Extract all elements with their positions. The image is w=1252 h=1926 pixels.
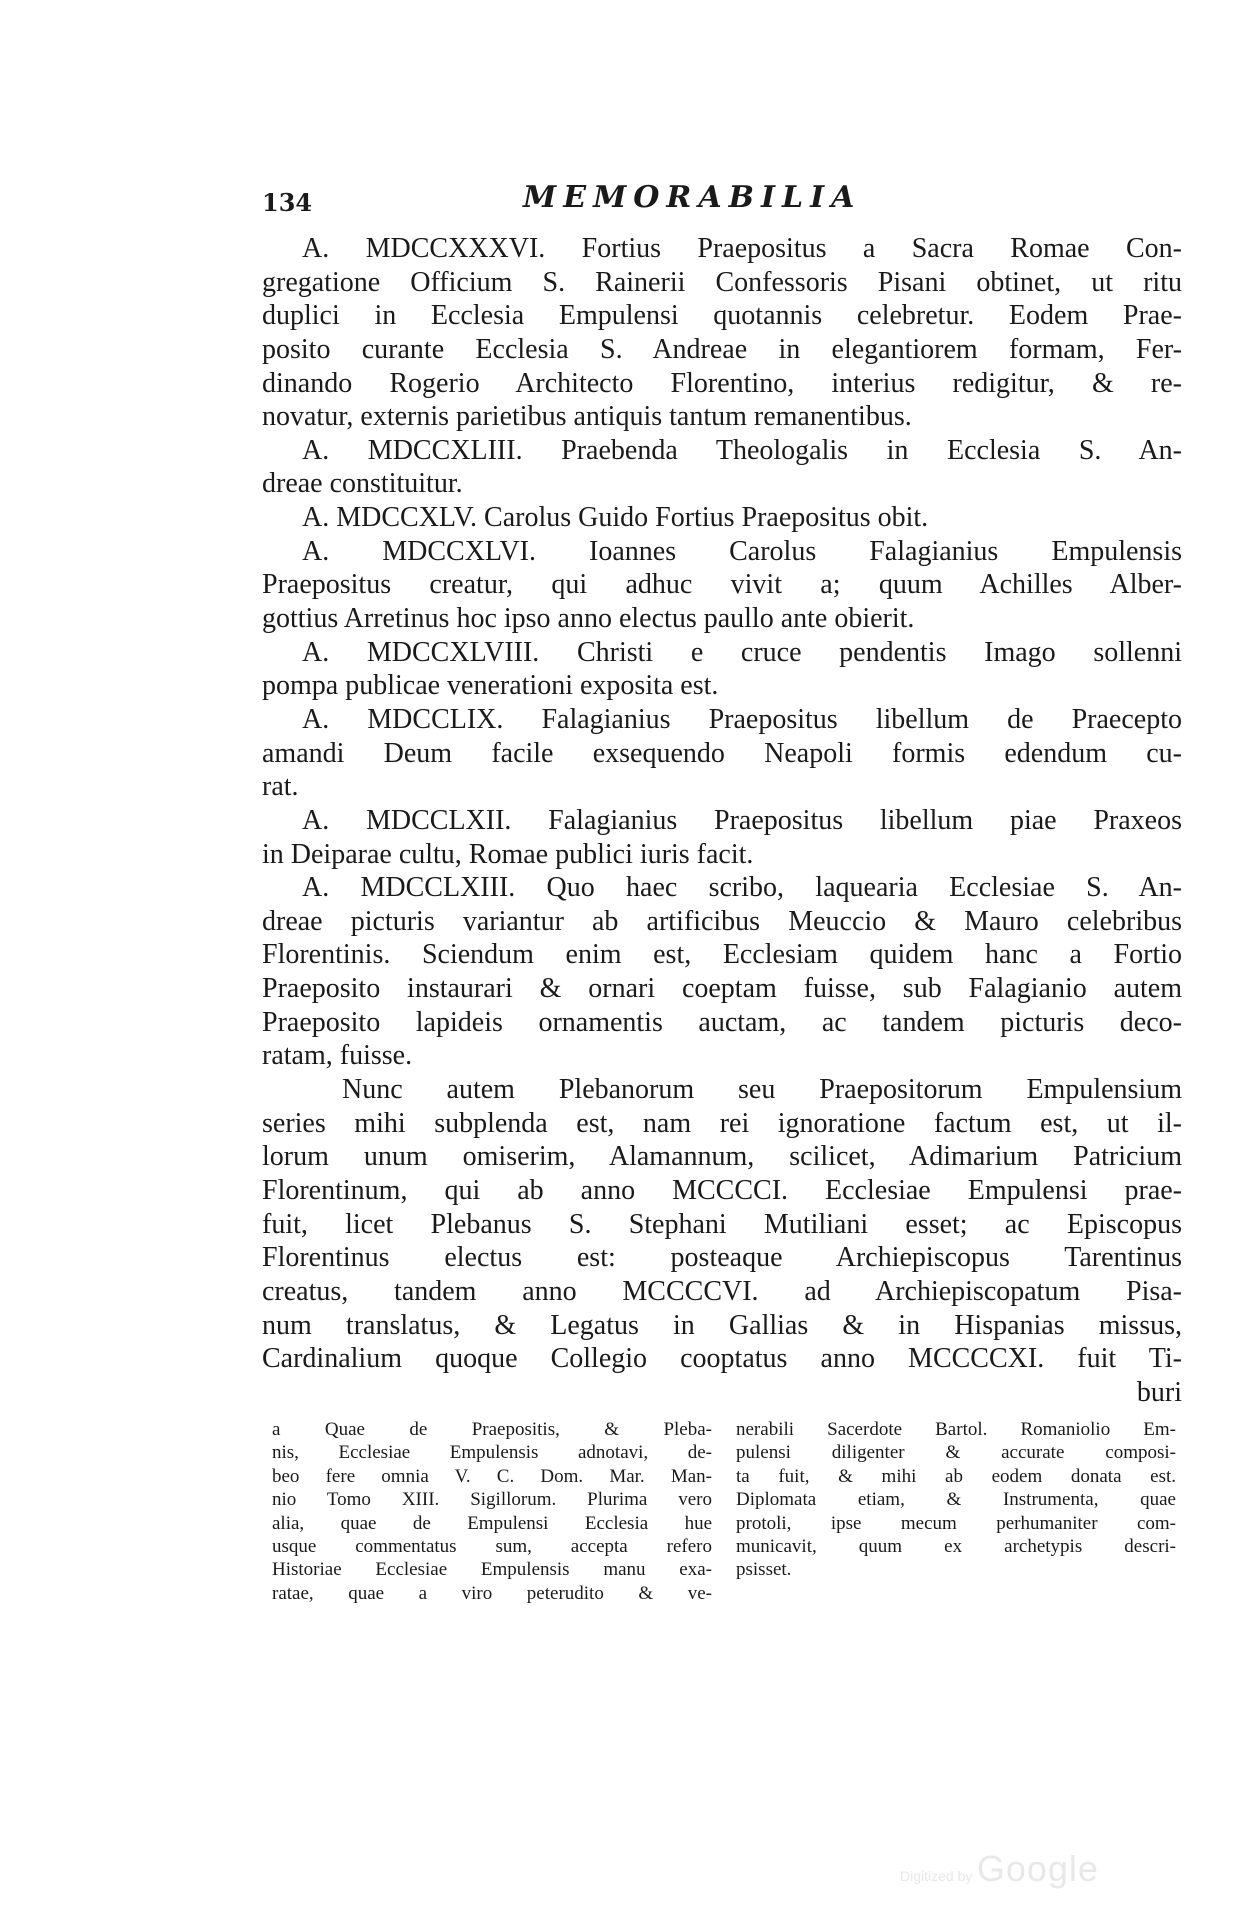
text-line: in Deiparae cultu, Romae publici iuris facit. bbox=[262, 838, 754, 870]
text-line: dreae picturis variantur ab artificibus Meuccio & Mauro celebribus bbox=[262, 905, 1182, 937]
footnote-line: Diplomata etiam, & Instrumenta, quae bbox=[736, 1489, 1176, 1511]
running-title: MEMORABILIA bbox=[523, 180, 862, 215]
text-line: Florentinum, qui ab anno MCCCCI. Ecclesiae Empulensi prae- bbox=[262, 1174, 1182, 1206]
text-line: Praeposito instaurari & ornari coeptam fuisse, sub Falagianio autem bbox=[262, 973, 1182, 1005]
text-line: Florentinus electus est: posteaque Archiepiscopus Tarentinus bbox=[262, 1242, 1182, 1274]
footnote-line: protoli, ipse mecum perhumaniter com- bbox=[736, 1512, 1176, 1534]
footnote-line: Historiae Ecclesiae Empulensis manu exa- bbox=[272, 1559, 712, 1581]
footnote-line: beo fere omnia V. C. Dom. Mar. Man- bbox=[272, 1465, 712, 1487]
footnote-line: pulensi diligenter & accurate composi- bbox=[736, 1442, 1176, 1464]
text-line: creatus, tandem anno MCCCCVI. ad Archiepiscopatum Pisa- bbox=[262, 1275, 1182, 1307]
google-logo: Google bbox=[976, 1848, 1099, 1889]
digitized-watermark bbox=[900, 1848, 1099, 1890]
text-line: Praeposito lapideis ornamentis auctam, ac tandem picturis deco- bbox=[262, 1006, 1182, 1038]
footnote-line: a Quae de Praepositis, & Pleba- bbox=[272, 1419, 712, 1440]
text-line: num translatus, & Legatus in Gallias & in Hispanias missus, bbox=[262, 1309, 1182, 1341]
footnote-column-right bbox=[736, 1418, 1176, 1582]
text-line: A. MDCCXXXVI. Fortius Praepositus a Sacra Romae Con- bbox=[302, 233, 1182, 264]
text-line: series mihi subplenda est, nam rei ignoratione factum est, ut il- bbox=[262, 1107, 1182, 1139]
text-line: Florentinis. Sciendum enim est, Ecclesiam quidem hanc a Fortio bbox=[262, 939, 1182, 971]
footnote-line: municavit, quum ex archetypis descri- bbox=[736, 1535, 1176, 1557]
text-line: dinando Rogerio Architecto Florentino, interius redigitur, & re- bbox=[262, 367, 1182, 399]
text-line: Nunc autem Plebanorum seu Praepositorum Empulensium bbox=[342, 1074, 1182, 1106]
text-line: pompa publicae venerationi exposita est. bbox=[262, 670, 719, 702]
text-line: posito curante Ecclesia S. Andreae in elegantiorem formam, Fer- bbox=[262, 333, 1182, 365]
text-line: lorum unum omiserim, Alamannum, scilicet, Adimarium Patricium bbox=[262, 1141, 1182, 1173]
text-line: ratam, fuisse. bbox=[262, 1040, 413, 1072]
text-line: Praepositus creatur, qui adhuc vivit a; quum Achilles Alber- bbox=[262, 569, 1182, 601]
text-line: A. MDCCXLV. Carolus Guido Fortius Praepositus obit. bbox=[302, 502, 929, 534]
page-number: 134 bbox=[262, 188, 313, 217]
text-line: novatur, externis parietibus antiquis tantum remanentibus. bbox=[262, 401, 912, 433]
footnote-line: psisset. bbox=[736, 1559, 792, 1581]
text-line: rat. bbox=[262, 771, 299, 803]
text-line: Cardinalium quoque Collegio cooptatus anno MCCCCXI. fuit Ti- bbox=[262, 1343, 1182, 1375]
text-line: gregatione Officium S. Rainerii Confessoris Pisani obtinet, ut ritu bbox=[262, 266, 1182, 298]
text-line: amandi Deum facile exsequendo Neapoli formis edendum cu- bbox=[262, 737, 1182, 769]
text-line: A. MDCCXLVIII. Christi e cruce pendentis Imago sollenni bbox=[302, 636, 1182, 668]
text-line: gottius Arretinus hoc ipso anno electus paullo ante obierit. bbox=[262, 603, 915, 635]
footnote-column-left bbox=[272, 1418, 712, 1605]
text-line: A. MDCCLIX. Falagianius Praepositus libellum de Praecepto bbox=[302, 703, 1182, 735]
page-header bbox=[258, 180, 958, 224]
footnote-line: alia, quae de Empulensi Ecclesia hue bbox=[272, 1512, 712, 1534]
text-line: A. MDCCXLIII. Praebenda Theologalis in Ecclesia S. An- bbox=[302, 434, 1182, 466]
footnote-line: nio Tomo XIII. Sigillorum. Plurima vero bbox=[272, 1489, 712, 1511]
footnote-line: nerabili Sacerdote Bartol. Romaniolio Em- bbox=[736, 1419, 1176, 1440]
text-line: dreae constituitur. bbox=[262, 468, 463, 500]
footnote-line: ta fuit, & mihi ab eodem donata est. bbox=[736, 1465, 1176, 1487]
catchword: buri bbox=[1136, 1376, 1182, 1408]
text-line: fuit, licet Plebanus S. Stephani Mutiliani esset; ac Episcopus bbox=[262, 1208, 1182, 1240]
footnote-line: nis, Ecclesiae Empulensis adnotavi, de- bbox=[272, 1442, 712, 1464]
main-text bbox=[262, 232, 1182, 1409]
text-line: A. MDCCXLVI. Ioannes Carolus Falagianius Empulensis bbox=[302, 535, 1182, 567]
watermark-prefix: Digitized by bbox=[900, 1868, 973, 1884]
text-line: A. MDCCLXIII. Quo haec scribo, laquearia Ecclesiae S. An- bbox=[302, 872, 1182, 904]
footnote-line: ratae, quae a viro peterudito & ve- bbox=[272, 1582, 712, 1604]
footnote-line: usque commentatus sum, accepta refero bbox=[272, 1535, 712, 1557]
text-line: duplici in Ecclesia Empulensi quotannis celebretur. Eodem Prae- bbox=[262, 300, 1182, 332]
text-line: A. MDCCLXII. Falagianius Praepositus libellum piae Praxeos bbox=[302, 804, 1182, 836]
